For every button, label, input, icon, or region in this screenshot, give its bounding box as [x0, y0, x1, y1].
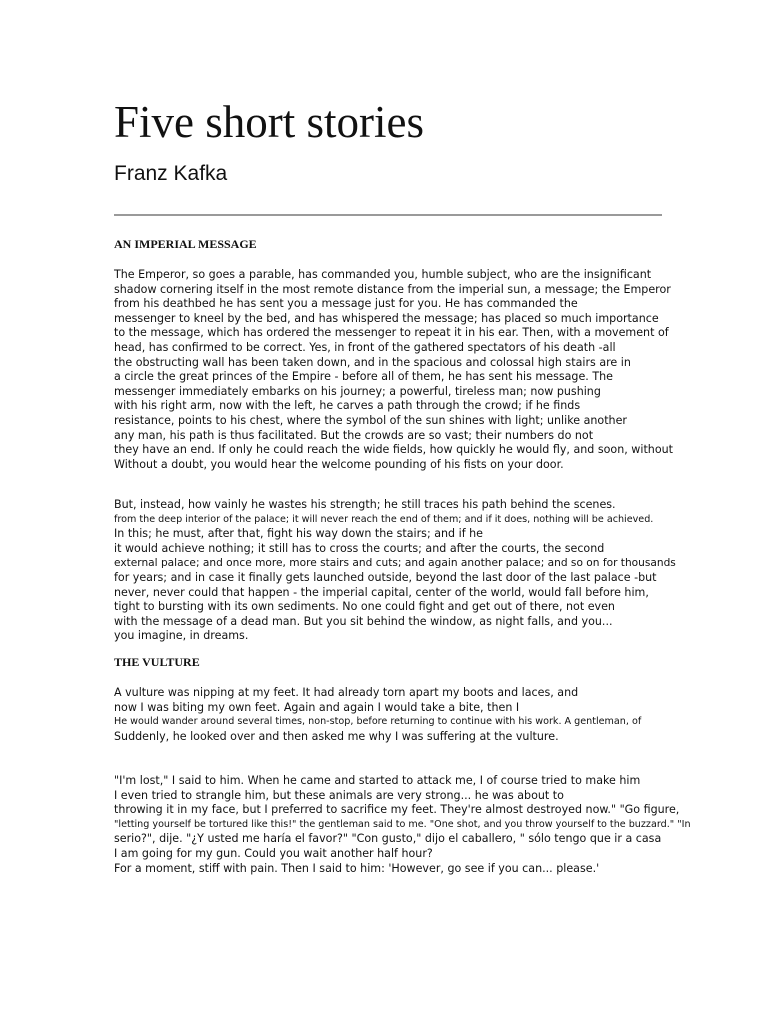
text-line: "letting yourself be tortured like this!" the gentleman said to me. "One shot, and you throw yourself to the buzzard." "In	[114, 818, 691, 830]
text-line: messenger to kneel by the bed, and has whispered the message; has placed so much importance	[114, 311, 659, 325]
section-heading-vulture: THE VULTURE	[114, 655, 200, 669]
text-line: resistance, points to his chest, where the symbol of the sun shines with light; unlike another	[114, 413, 627, 427]
text-line: you imagine, in dreams.	[114, 629, 249, 643]
text-line: a circle the great princes of the Empire - before all of them, he has sent his message. The	[114, 370, 613, 384]
document-title: Five short stories	[114, 97, 424, 147]
horizontal-divider	[114, 214, 662, 216]
text-line: with the message of a dead man. But you sit behind the window, as night falls, and you...	[114, 614, 613, 628]
section-heading-imperial-message: AN IMPERIAL MESSAGE	[114, 237, 257, 251]
text-line: from the deep interior of the palace; it will never reach the end of them; and if it does, nothing will be achieved.	[114, 513, 654, 525]
text-line: He would wander around several times, non-stop, before returning to continue with his work. A gentleman, of	[114, 716, 642, 728]
text-line: now I was biting my own feet. Again and again I would take a bite, then I	[114, 700, 520, 714]
text-line: messenger immediately embarks on his journey; a powerful, tireless man; now pushing	[114, 384, 601, 398]
vulture-paragraph-1	[114, 686, 694, 744]
imperial-paragraph-1	[114, 268, 694, 472]
text-line: to the message, which has ordered the messenger to repeat it in his ear. Then, with a movement of	[114, 326, 669, 340]
text-line: The Emperor, so goes a parable, has commanded you, humble subject, who are the insignificant	[114, 268, 652, 281]
text-line: the obstructing wall has been taken down, and in the spacious and colossal high stairs are in	[114, 355, 631, 369]
document-author: Franz Kafka	[114, 162, 228, 185]
text-line: Without a doubt, you would hear the welcome pounding of his fists on your door.	[114, 457, 564, 471]
text-line: Suddenly, he looked over and then asked me why I was suffering at the vulture.	[114, 729, 559, 743]
text-line: But, instead, how vainly he wastes his strength; he still traces his path behind the scenes.	[114, 498, 616, 511]
text-line: throwing it in my face, but I preferred to sacrifice my feet. They're almost destroyed now." "Go figure,	[114, 803, 680, 817]
text-line: external palace; and once more, more stairs and cuts; and again another palace; and so on for thousands	[114, 557, 676, 570]
text-line: never, never could that happen - the imperial capital, center of the world, would fall before him,	[114, 585, 649, 599]
text-line: serio?", dije. "¿Y usted me haría el favor?" "Con gusto," dijo el caballero, " sólo tengo que ir a casa	[114, 832, 662, 846]
text-line: I am going for my gun. Could you wait another half hour?	[114, 846, 433, 860]
text-line: for years; and in case it finally gets launched outside, beyond the last door of the last palace -but	[114, 570, 657, 584]
text-line: tight to bursting with its own sediments. No one could fight and get out of there, not even	[114, 600, 615, 614]
text-line: with his right arm, now with the left, he carves a path through the crowd; if he finds	[114, 399, 581, 413]
imperial-paragraph-2	[114, 498, 694, 644]
text-line: shadow cornering itself in the most remote distance from the imperial sun, a message; the Emperor	[114, 282, 671, 296]
text-line: In this; he must, after that, fight his way down the stairs; and if he	[114, 527, 483, 541]
vulture-paragraph-2	[114, 774, 694, 876]
text-line: For a moment, stiff with pain. Then I said to him: 'However, go see if you can... please.'	[114, 861, 600, 875]
text-line: I even tried to strangle him, but these animals are very strong... he was about to	[114, 788, 564, 802]
text-line: A vulture was nipping at my feet. It had already torn apart my boots and laces, and	[114, 686, 579, 699]
text-line: it would achieve nothing; it still has to cross the courts; and after the courts, the second	[114, 541, 605, 555]
text-line: "I'm lost," I said to him. When he came and started to attack me, I of course tried to make him	[114, 774, 641, 787]
text-line: any man, his path is thus facilitated. But the crowds are so vast; their numbers do not	[114, 428, 594, 442]
text-line: from his deathbed he has sent you a message just for you. He has commanded the	[114, 297, 578, 311]
text-line: they have an end. If only he could reach the wide fields, how quickly he would fly, and soon, without	[114, 443, 673, 457]
text-line: head, has confirmed to be correct. Yes, in front of the gathered spectators of his death -all	[114, 340, 616, 354]
